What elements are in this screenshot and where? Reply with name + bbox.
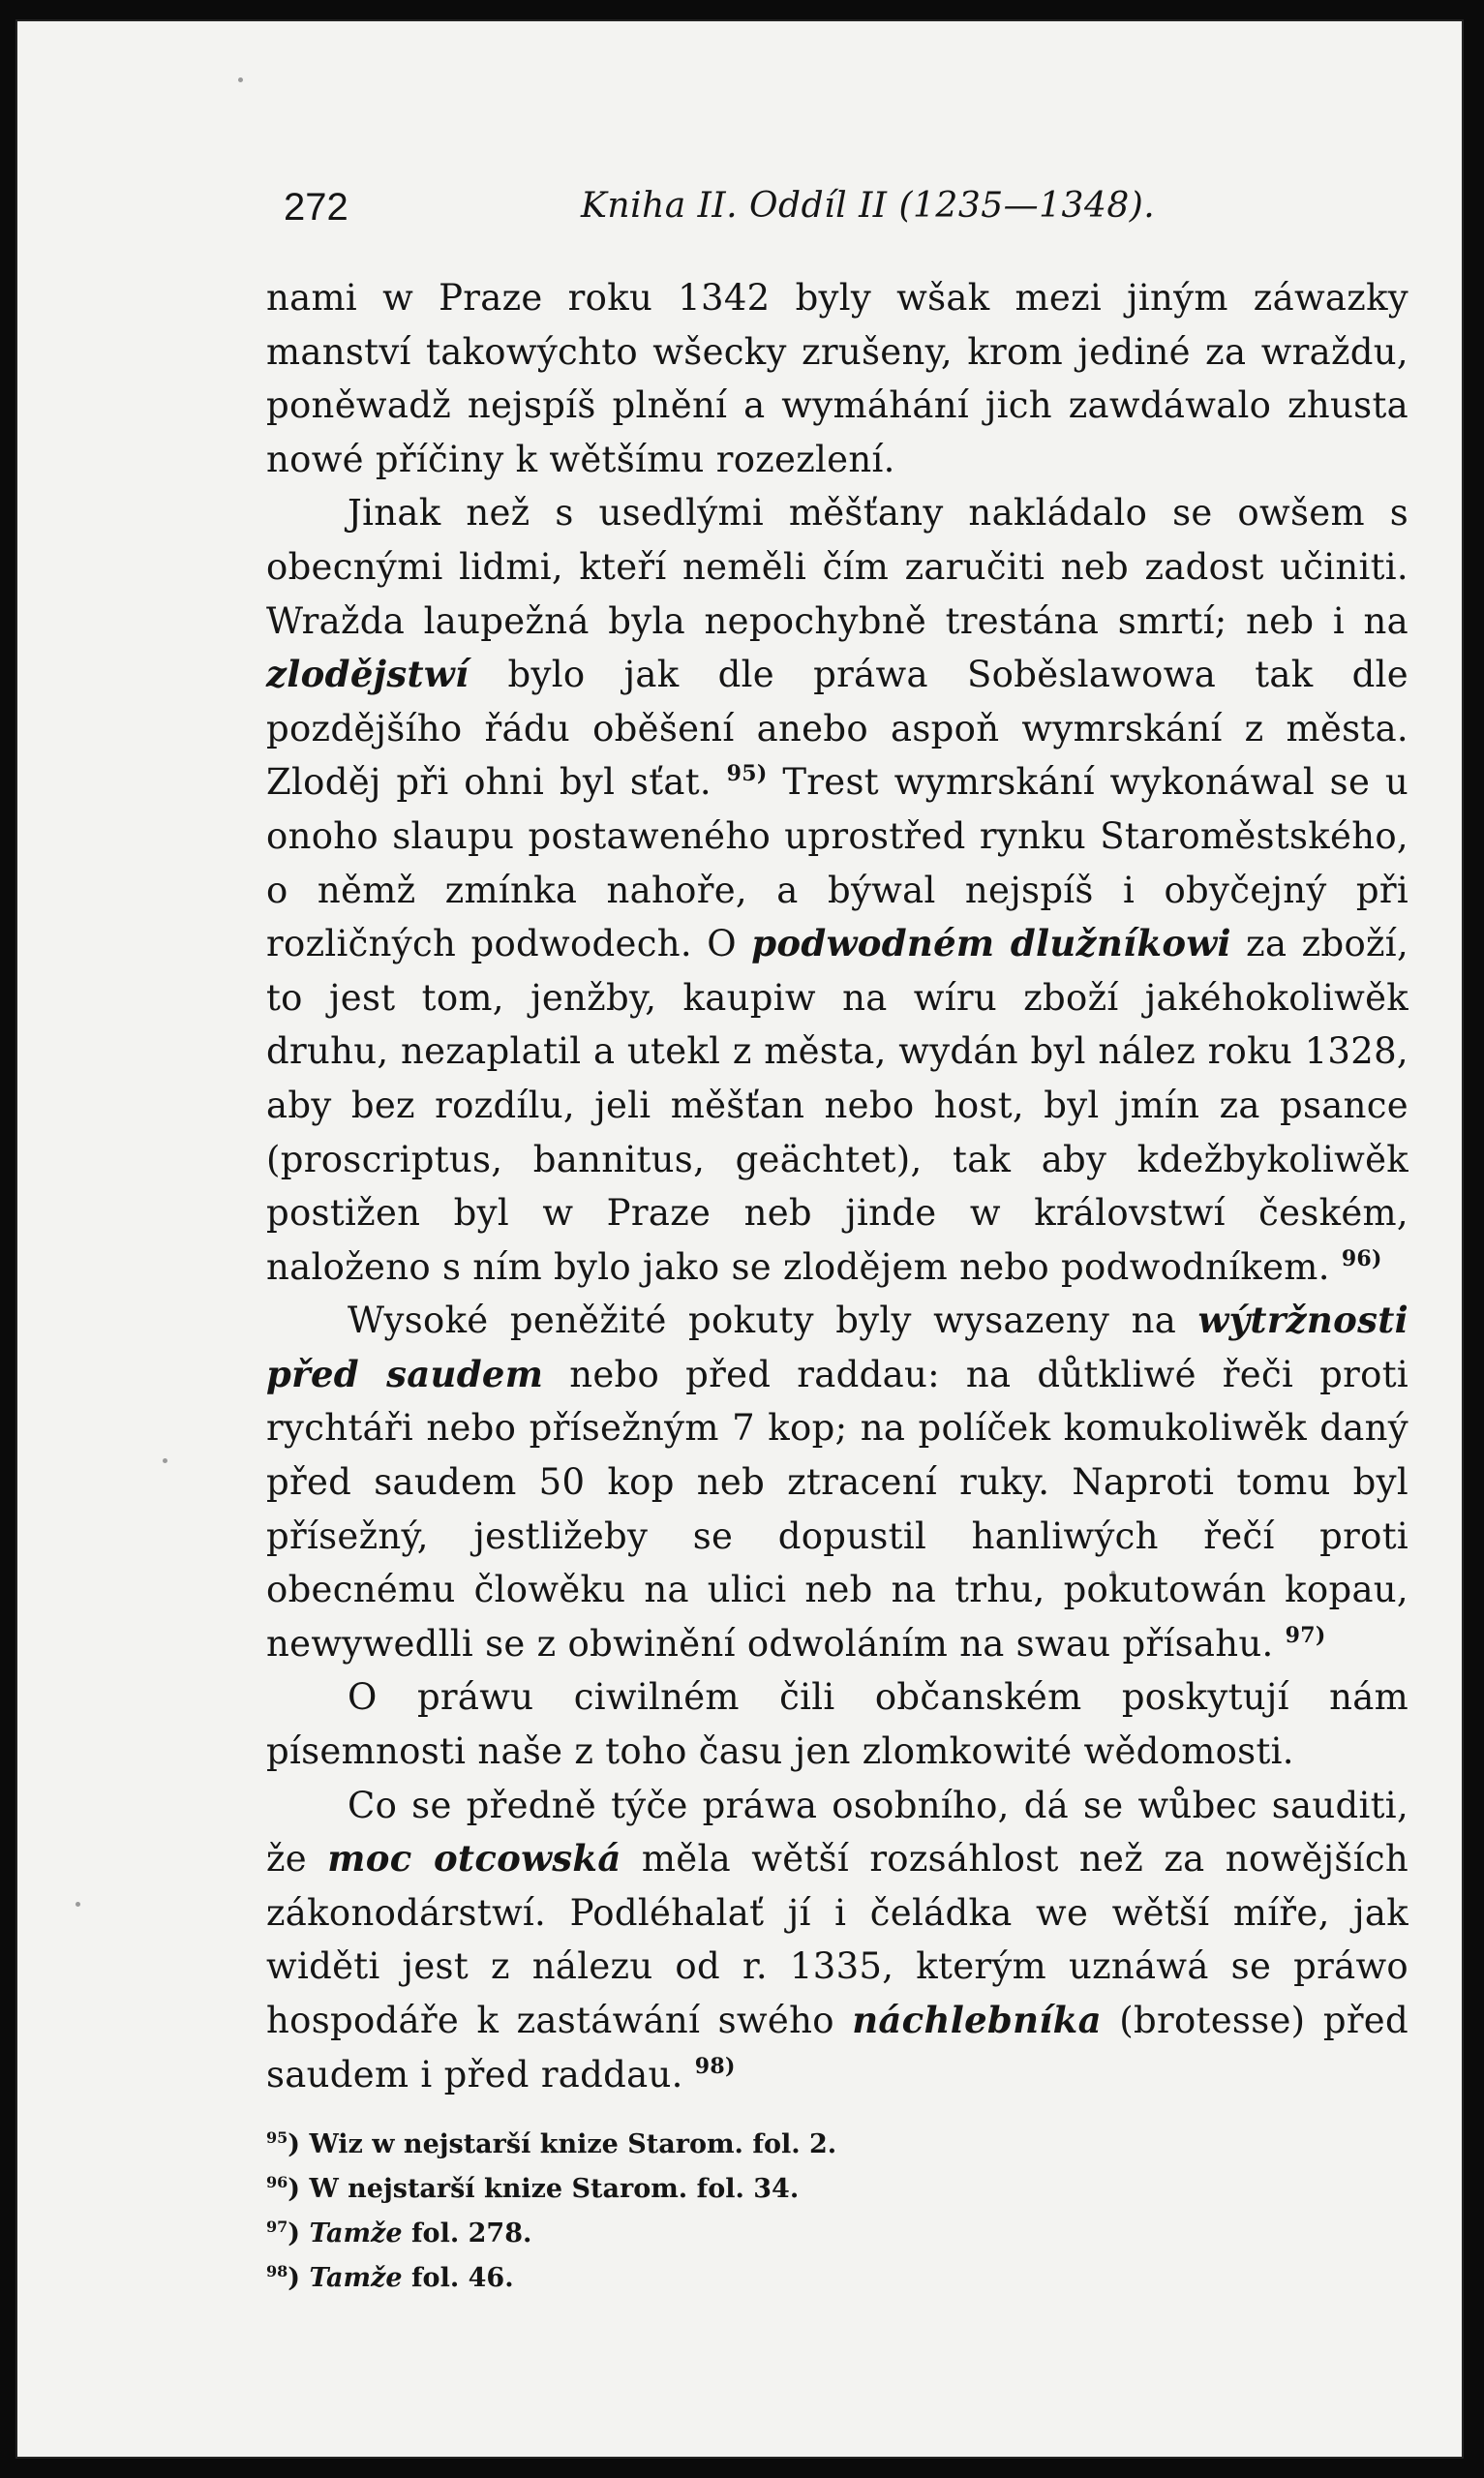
footnote-mark: $^{96}$) [266, 2173, 310, 2205]
emphasized-term: podwodném dlužníkowi [751, 922, 1231, 965]
footnote-reference[interactable]: 96) [1341, 1245, 1382, 1271]
footnote-mark: $^{98}$) [266, 2262, 310, 2294]
footnote-text: fol. 46. [402, 2263, 514, 2294]
footnote-mark: $^{97}$) [266, 2218, 310, 2249]
footnote [266, 2208, 1408, 2252]
paragraph [266, 1779, 1408, 2102]
page-header [266, 167, 1408, 229]
footnote-ibid: Tamže [309, 2263, 403, 2294]
text-run: (brotesse) před saudem i před raddau. [266, 2000, 1408, 2096]
text-run: nami w Praze roku 1342 byly wšak mezi jiným záwazky manství takowýchto wšecky zrušeny, krom jediné za wraždu, poněwadž nejspíš plnění a wymáhání jich zawdáwalo zhusta nowé příčiny k wětšímu rozezlení. [266, 277, 1408, 480]
text-run: O práwu ciwilném čili občanském poskytují nám písemnosti naše z toho času jen zlomkowité wědomosti. [266, 1676, 1408, 1773]
text-run: měla wětší rozsáhlost než za nowějších zákonodárstwí. Podléhalať jí i čeládka we wětší míře, jak widěti jest z nálezu od r. 1335, kterým uznáwá se práwo hospodáře k zastáwání swého [266, 1838, 1408, 2041]
footnote-mark: $^{95}$) [266, 2128, 310, 2160]
text-run: nebo před raddau: na důtkliwé řeči proti rychtáři nebo přísežným 7 kop; na políček komukoliwěk daný před saudem 50 kop neb ztracení ruky. Naproti tomu byl přísežný, jestližeby se dopustil hanliwých řečí proti obecnému člowěku na ulici neb na trhu, pokutowán kopau, newywedlli se z obwinění odwoláním na swau přísahu. [266, 1353, 1409, 1665]
footnote-reference[interactable]: 95) [726, 761, 768, 787]
footnote-text: W nejstarší knize Starom. fol. 34. [309, 2174, 800, 2205]
paper-speck [76, 1902, 80, 1907]
footnote-reference[interactable]: 97) [1285, 1622, 1326, 1648]
page-content [266, 167, 1408, 2297]
paragraph [266, 1670, 1408, 1778]
footnote [266, 2163, 1408, 2208]
paper-speck [238, 77, 243, 82]
paper-speck [163, 1458, 167, 1463]
text-run: bylo jak dle práwa Soběslawowa tak dle pozdějšího řádu oběšení anebo aspoň wymrskání z města. Zloděj při ohni byl sťat. [266, 654, 1408, 804]
paragraph [266, 1294, 1408, 1670]
footnote-text: fol. 278. [402, 2218, 532, 2249]
body-text [266, 271, 1408, 2101]
emphasized-term: zlodějstwí [266, 653, 469, 696]
running-head: Kniha II. Oddíl II (1235—1348). [581, 186, 1156, 226]
emphasized-term: wýtržnosti před saudem [266, 1299, 1408, 1395]
footnote [266, 2119, 1408, 2163]
footnotes [266, 2119, 1408, 2297]
emphasized-term: náchlebníka [852, 1999, 1102, 2041]
footnote-ibid: Tamže [309, 2218, 403, 2249]
book-page [17, 21, 1462, 2457]
footnote-text: Wiz w nejstarší knize Starom. fol. 2. [309, 2129, 837, 2160]
paragraph [266, 486, 1408, 1294]
page-number: 272 [284, 186, 348, 229]
footnote-reference[interactable]: 98) [694, 2053, 736, 2079]
paragraph [266, 271, 1408, 486]
emphasized-term: moc otcowská [327, 1837, 621, 1881]
text-run: Co se předně týče práwa osobního, dá se wůbec sauditi, že [266, 1784, 1408, 1881]
text-run: Wysoké peněžité pokuty byly wysazeny na [348, 1300, 1198, 1342]
text-run: za zboží, to jest tom, jenžby, kaupiw na wíru zboží jakéhokoliwěk druhu, nezaplatil a utekl z města, wydán byl nález roku 1328, aby bez rozdílu, jeli měšťan nebo host, byl jmín za psance (proscriptus, bannitus, geächtet), tak aby kdežbykoliwěk postižen byl w Praze neb jinde w královstwí českém, naloženo s ním bylo jako se zlodějem nebo podwodníkem. [266, 923, 1409, 1288]
footnote [266, 2252, 1408, 2297]
text-run: Jinak než s usedlými měšťany nakládalo se owšem s obecnými lidmi, kteří neměli čím zaručiti neb zadost učiniti. Wražda laupežná byla nepochybně trestána smrtí; neb i na [266, 492, 1408, 642]
text-run: Trest wymrskání wykonáwal se u onoho slaupu postaweného uprostřed rynku Staroměstského, o němž zmínka nahoře, a býwal nejspíš i obyčejný při rozličných podwodech. O [266, 761, 1408, 965]
